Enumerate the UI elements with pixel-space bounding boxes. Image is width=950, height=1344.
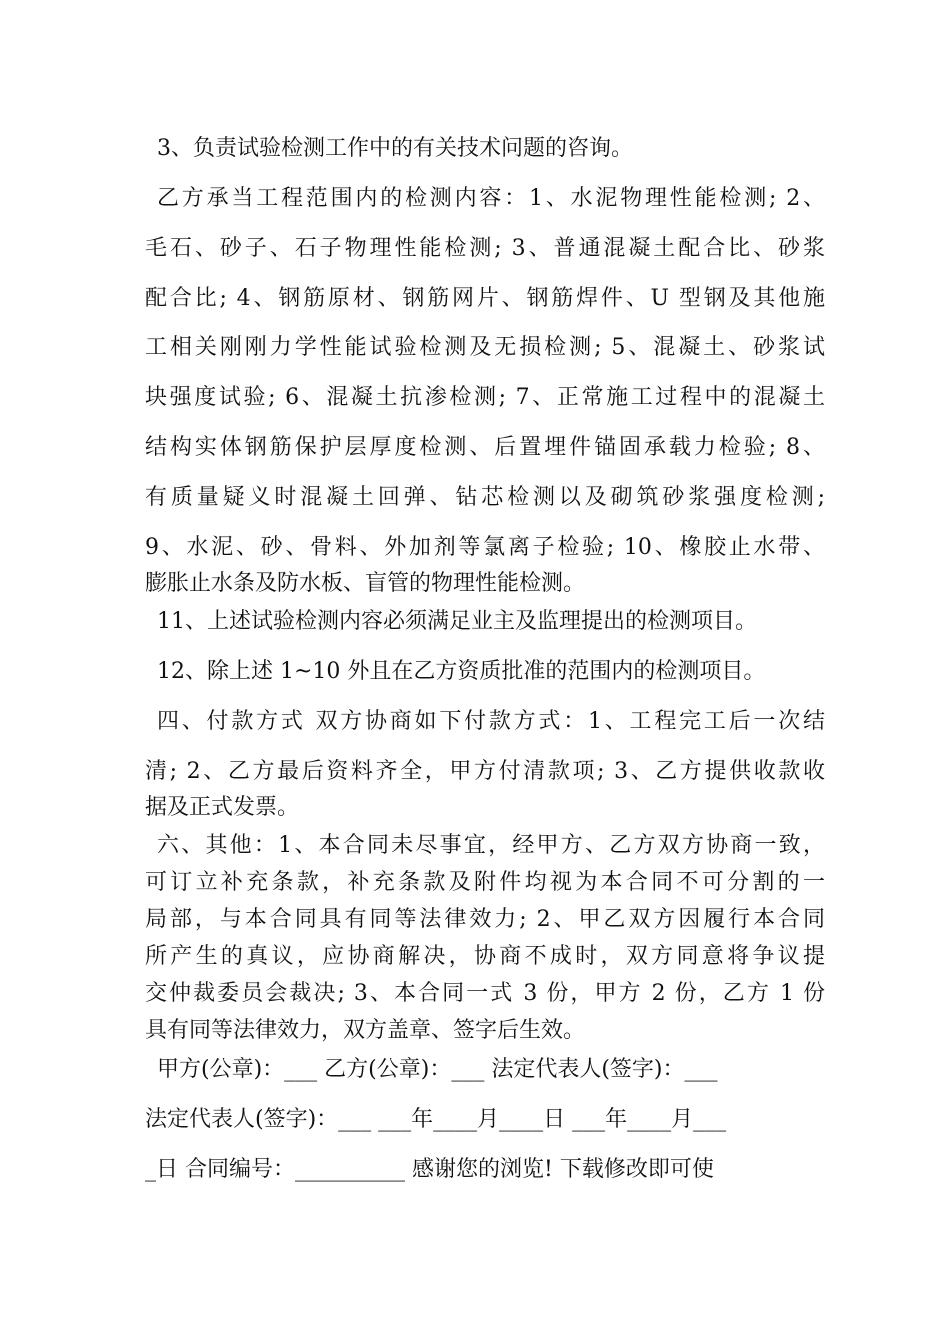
paragraph-line: 交仲裁委员会裁决; 3、本合同一式 3 份，甲方 2 份，乙方 1 份 [145, 981, 825, 1006]
paragraph-line: 六、其他：1、本合同未尽事宜，经甲方、乙方双方协商一致， [157, 833, 825, 858]
paragraph-line: 膨胀止水条及防水板、盲管的物理性能检测。 [145, 571, 586, 596]
paragraph-line: 具有同等法律效力，双方盖章、签字后生效。 [145, 1018, 586, 1043]
paragraph-line: 3、负责试验检测工作中的有关技术问题的咨询。 [157, 136, 633, 161]
paragraph-line: 9、水泥、砂、骨料、外加剂等氯离子检验; 10、橡胶止水带、 [145, 535, 825, 560]
paragraph-line: 工相关刚刚力学性能试验检测及无损检测; 5、混凝土、砂浆试 [145, 335, 825, 360]
paragraph-line: 块强度试验; 6、混凝土抗渗检测; 7、正常施工过程中的混凝土 [145, 385, 825, 410]
paragraph-line: 12、除上述 1~10 外且在乙方资质批准的范围内的检测项目。 [157, 659, 766, 684]
paragraph-line: 四、付款方式 双方协商如下付款方式：1、工程完工后一次结 [157, 709, 825, 734]
paragraph-line: 结构实体钢筋保护层厚度检测、后置埋件锚固承载力检验; 8、 [145, 435, 825, 460]
paragraph-line: 局部，与本合同具有同等法律效力; 2、甲乙双方因履行本合同 [145, 907, 825, 932]
paragraph-line: 毛石、砂子、石子物理性能检测; 3、普通混凝土配合比、砂浆 [145, 236, 825, 261]
signature-line: 法定代表人(签字)：___ ___年____月____日 ___年____月___ [145, 1107, 727, 1132]
paragraph-line: 所产生的真议，应协商解决，协商不成时，双方同意将争议提 [145, 944, 825, 969]
footer-line: _日 合同编号：__________ 感谢您的浏览! 下载修改即可使 [145, 1157, 714, 1182]
paragraph-line: 据及正式发票。 [145, 795, 300, 820]
paragraph-line: 配合比; 4、钢筋原材、钢筋网片、钢筋焊件、U 型钢及其他施 [145, 286, 825, 311]
paragraph-line: 乙方承当工程范围内的检测内容：1、水泥物理性能检测; 2、 [157, 186, 825, 211]
paragraph-line: 有质量疑义时混凝土回弹、钻芯检测以及砌筑砂浆强度检测; [145, 485, 825, 510]
paragraph-line: 清; 2、乙方最后资料齐全，甲方付清款项; 3、乙方提供收款收 [145, 759, 825, 784]
paragraph-line: 11、上述试验检测内容必须满足业主及监理提出的检测项目。 [157, 609, 757, 634]
paragraph-line: 可订立补充条款，补充条款及附件均视为本合同不可分割的一 [145, 870, 825, 895]
signature-line: 甲方(公章)：___ 乙方(公章)：___ 法定代表人(签字)：___ [157, 1057, 718, 1082]
